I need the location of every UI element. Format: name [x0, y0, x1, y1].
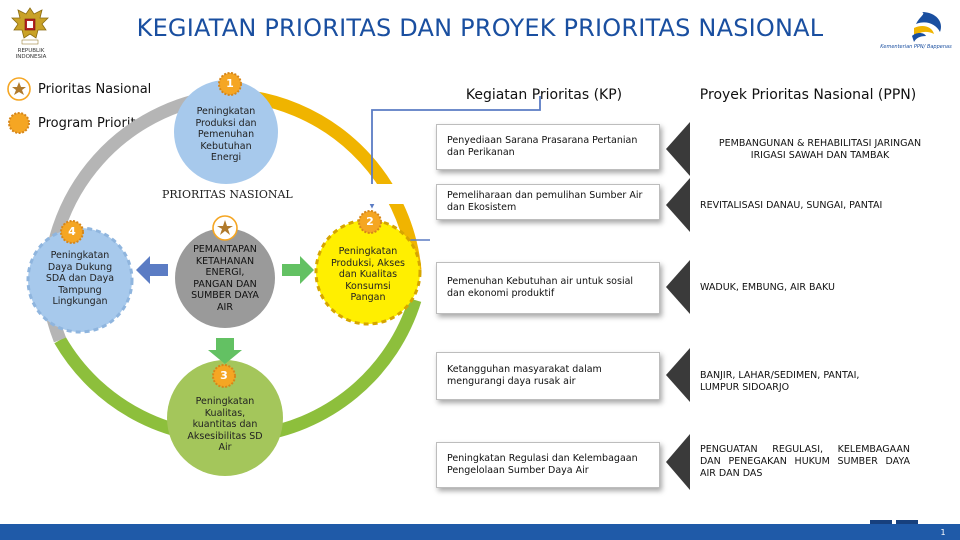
program-3-text: Peningkatan Kualitas, kuantitas dan Aksesibilitas SD Air — [187, 396, 263, 453]
pn-badge-icon — [213, 216, 237, 240]
kp-item-4 — [436, 352, 660, 400]
arrow-to-program-3 — [208, 338, 242, 364]
program-4-text: Peningkatan Daya Dukung SDA dan Daya Tampung Lingkungan — [45, 250, 115, 307]
kp-column-header: Kegiatan Prioritas (KP) — [465, 87, 623, 103]
badge-1-number: 1 — [226, 77, 234, 90]
program-1-text: Peningkatan Produksi dan Pemenuhan Kebutuhan Energi — [195, 106, 257, 163]
ppn-arrow-5 — [666, 434, 690, 490]
ppn-arrow-4 — [666, 348, 690, 402]
center-text: PEMANTAPAN KETAHANAN ENERGI, PANGAN DAN SUMBER DAYA AIR — [191, 244, 259, 313]
legend-label: Program Prioritas — [38, 115, 151, 131]
program-2-text: Peningkatan Produksi, Akses dan Kualitas Konsumsi Pangan — [331, 246, 405, 303]
ppn-item-4: BANJIR, LAHAR/SEDIMEN, PANTAI, LUMPUR SIDOARJO — [700, 370, 860, 393]
badge-3-number: 3 — [220, 369, 228, 382]
ppn-item-1: PEMBANGUNAN & REHABILITASI JARINGAN IRIGASI SAWAH DAN TAMBAK — [718, 138, 922, 161]
badge-4-number: 4 — [68, 225, 76, 238]
kp-item-3 — [436, 262, 660, 314]
kp-item-text: Pemeliharaan dan pemulihan Sumber Air dan Ekosistem — [447, 190, 643, 213]
kp-item-5 — [436, 442, 660, 488]
kp-item-text: Ketangguhan masyarakat dalam mengurangi daya rusak air — [447, 364, 602, 387]
bappenas-caption: Kementerian PPN/ Bappenas — [880, 44, 952, 50]
ppn-arrow-2 — [666, 178, 690, 232]
footer-bar — [0, 524, 960, 540]
kp-item-1 — [436, 124, 660, 170]
page-title: KEGIATAN PRIORITAS DAN PROYEK PRIORITAS NASIONAL — [136, 14, 824, 42]
ppn-column-header: Proyek Prioritas Nasional (PPN) — [699, 87, 917, 103]
ppn-item-3: WADUK, EMBUNG, AIR BAKU — [700, 282, 835, 293]
republik-indonesia-caption: REPUBLIK INDONESIA — [15, 48, 47, 60]
ppn-item-2: REVITALISASI DANAU, SUNGAI, PANTAI — [700, 200, 883, 211]
page-number: 1 — [940, 527, 946, 537]
kp-item-text: Peningkatan Regulasi dan Kelembagaan Pengelolaan Sumber Daya Air — [447, 453, 638, 476]
arrow-to-program-4 — [136, 256, 168, 284]
kp-item-text: Penyediaan Sarana Prasarana Pertanian dan Perikanan — [447, 135, 638, 158]
ppn-arrow-1 — [666, 122, 690, 176]
arrow-to-program-2 — [282, 256, 314, 284]
ppn-arrow-3 — [666, 260, 690, 314]
kp-item-2 — [436, 184, 660, 220]
ppn-item-5: PENGUATAN REGULASI, KELEMBAGAAN DAN PENEGAKAN HUKUM SUMBER DAYA AIR DAN DAS — [700, 444, 910, 479]
badge-2-number: 2 — [366, 215, 374, 228]
prioritas-nasional-label: PRIORITAS NASIONAL — [140, 184, 440, 204]
legend-label: Prioritas Nasional — [38, 81, 152, 97]
kp-item-text: Pemenuhan Kebutuhan air untuk sosial dan ekonomi produktif — [447, 276, 634, 299]
